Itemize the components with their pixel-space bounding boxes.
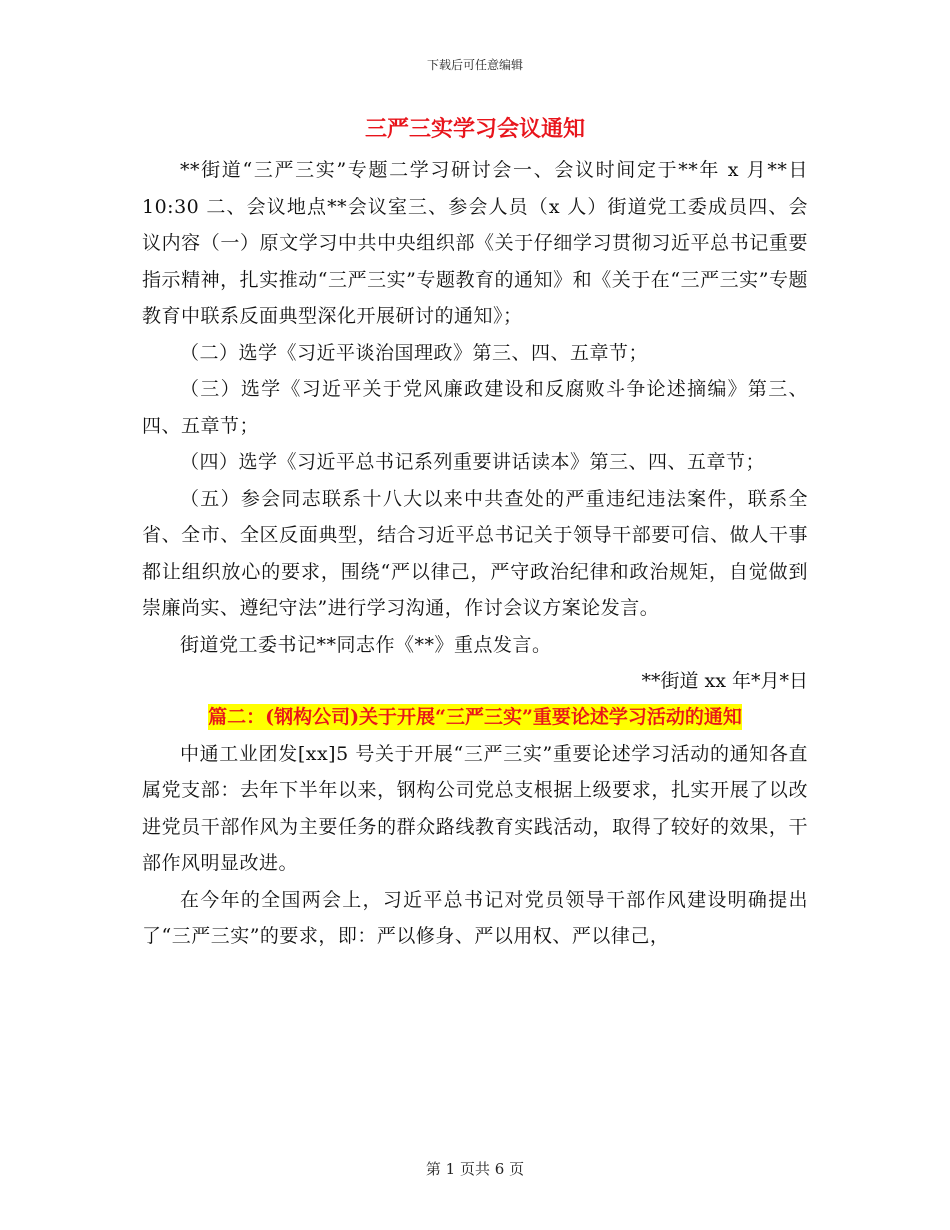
document-title: 三严三实学习会议通知 (364, 117, 585, 142)
paragraph: （二）选学《习近平谈治国理政》第三、四、五章节； (180, 341, 649, 364)
paragraph: 中通工业团发[xx]5 号关于开展“三严三实”重要论述学习活动的通知各直属党支部：去年下半年以来，钢构公司党总支根据上级要求，扎实开展了以改进党员干部作风为主要任务的群众路线教育实践活动，取得了较好的效果，干部作风明显改进。 (142, 742, 808, 874)
paragraph: （四）选学《习近平总书记系列重要讲话读本》第三、四、五章节； (180, 451, 766, 473)
document-body (142, 112, 808, 955)
paragraph: **街道“三严三实”专题二学习研讨会一、会议时间定于**年 x 月**日 10:30 二、会议地点**会议室三、参会人员（x 人）街道党工委成员四、会议内容（一）原文学习中共中央组织部《关于仔细学习贯彻习近平总书记重要指示精神，扎实推动“三严三实”专题教育的通知》和《关于在“三严三实”专题教育中联系反面典型深化开展研讨的通知》； (142, 159, 808, 327)
page-number: 第 1 页共 6 页 (425, 1160, 525, 1178)
section-heading (142, 700, 808, 734)
paragraph: 在今年的全国两会上，习近平总书记对党员领导干部作风建设明确提出了“三严三实”的要求，即：严以修身、严以用权、严以律己， (142, 888, 808, 947)
header-note: 下载后可任意编辑 (426, 58, 523, 72)
paragraph: （三）选学《习近平关于党风廉政建设和反腐败斗争论述摘编》第三、四、五章节； (142, 378, 808, 437)
section-heading-text: 篇二：(钢构公司)关于开展“三严三实”重要论述学习活动的通知 (208, 705, 742, 728)
paragraph: 街道党工委书记**同志作《**》重点发言。 (180, 633, 552, 656)
signature-line: **街道 xx 年*月*日 (641, 670, 808, 692)
paragraph: （五）参会同志联系十八大以来中共查处的严重违纪违法案件，联系全省、全市、全区反面典型，结合习近平总书记关于领导干部要可信、做人干事都让组织放心的要求，围绕“严以律己，严守政治纪律和政治规矩，自觉做到崇廉尚实、遵纪守法”进行学习沟通，作讨会议方案论发言。 (142, 487, 808, 619)
